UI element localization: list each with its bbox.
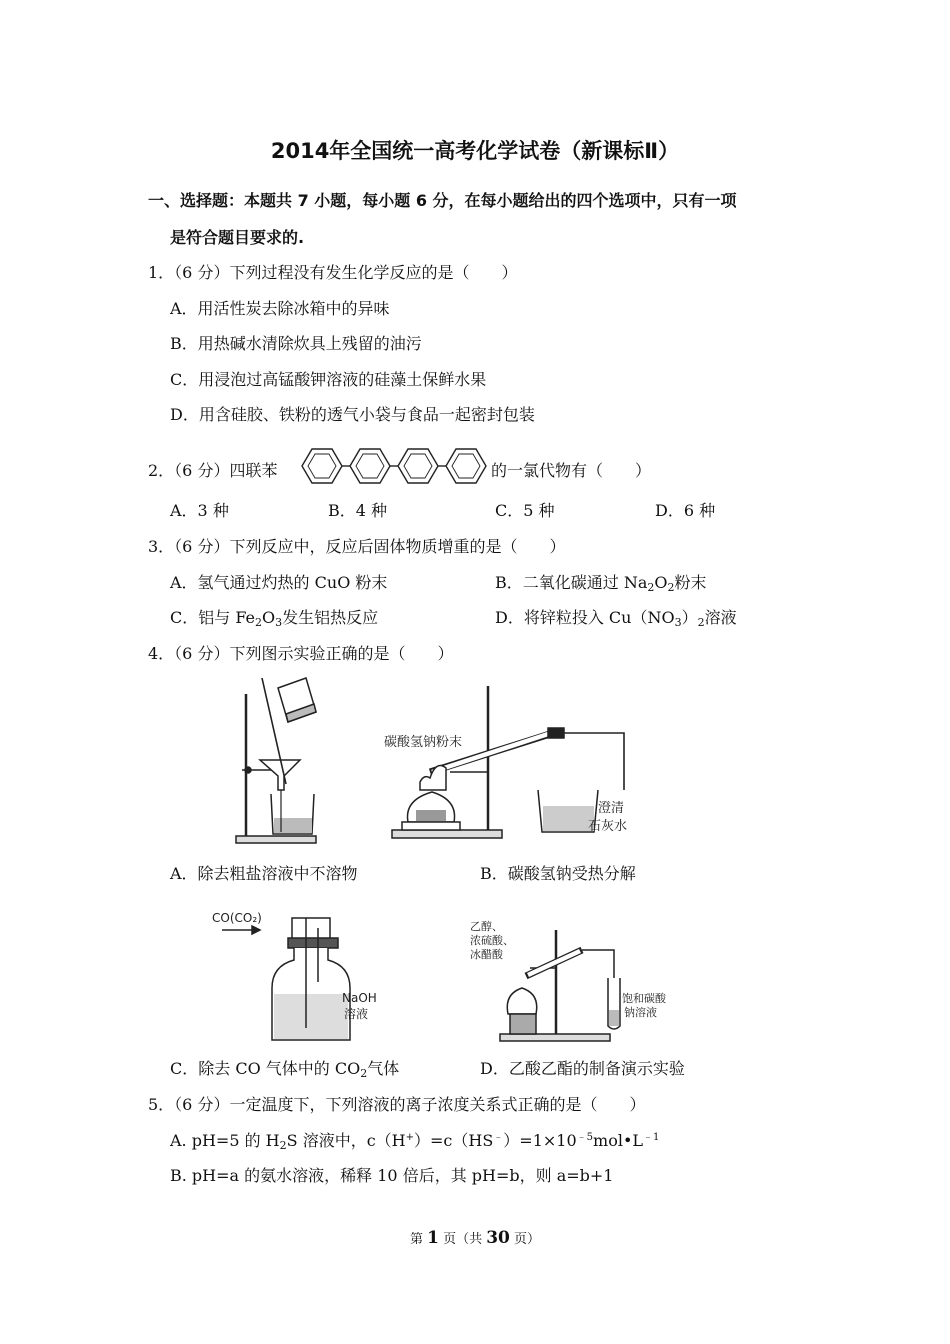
page-title: 2014年全国统一高考化学试卷（新课标Ⅱ） [270, 139, 680, 163]
question-4-option-a: A．除去粗盐溶液中不溶物 [170, 864, 358, 883]
label-clear: 澄清 [598, 801, 625, 816]
figure-a-filtration [228, 672, 328, 846]
question-3-option-c: C．铝与 $Fe_2O_3$发生铝热反应 [170, 608, 379, 629]
section-heading-line2: 是符合题目要求的. [170, 228, 305, 247]
label-saturated-carbonate: 饱和碳酸 [622, 992, 666, 1005]
question-1-option-a: A．用活性炭去除冰箱中的异味 [170, 299, 390, 318]
question-1-option-d: D．用含硅胶、铁粉的透气小袋与食品一起密封包装 [170, 405, 535, 424]
benzene-ring-3 [398, 449, 438, 483]
question-2-option-a: A．3 种 [170, 501, 229, 520]
label-nahco3-powder: 碳酸氢钠粉末 [384, 735, 463, 750]
figure-d-ethyl-acetate [470, 914, 680, 1044]
page-number: 1 [427, 1228, 439, 1248]
question-2-stem-post: 的一氯代物有（ ） [491, 461, 652, 480]
figure-c-gas-washing [210, 908, 377, 1044]
benzene-ring-1 [302, 449, 342, 483]
label-co-co2: CO(CO₂) [212, 911, 262, 925]
question-3-option-a: A．氢气通过灼热的 CuO 粉末 [170, 573, 388, 592]
label-conc-sulfuric: 浓硫酸、 [470, 934, 514, 947]
figure-b-nahco3-decomposition [380, 672, 650, 846]
question-2-stem-pre: 2．（6 分）四联苯 [148, 461, 278, 480]
question-5-stem: 5．（6 分）一定温度下，下列溶液的离子浓度关系式正确的是（ ） [148, 1095, 646, 1114]
benzene-ring-2 [350, 449, 390, 483]
question-3-option-b: B．二氧化碳通过 $Na_2O_2$粉末 [495, 573, 707, 594]
question-1-stem: 1．（6 分）下列过程没有发生化学反应的是（ ） [148, 263, 518, 282]
question-2-option-d: D．6 种 [655, 501, 716, 520]
page-footer: 第 1 页（共 30 页） [409, 1228, 541, 1248]
label-sodium-solution: 钠溶液 [624, 1006, 657, 1019]
question-4-stem: 4．（6 分）下列图示实验正确的是（ ） [148, 644, 454, 663]
benzene-ring-4 [446, 449, 486, 483]
label-limewater: 石灰水 [588, 819, 628, 834]
quaterphenyl-structure [298, 443, 490, 489]
label-glacial-acetic: 冰醋酸 [470, 948, 503, 961]
label-solution: 溶液 [344, 1007, 369, 1021]
label-ethanol: 乙醇、 [470, 920, 503, 933]
question-1-option-c: C．用浸泡过高锰酸钾溶液的硅藻土保鲜水果 [170, 370, 487, 389]
question-3-stem: 3．（6 分）下列反应中，反应后固体物质增重的是（ ） [148, 537, 566, 556]
question-1-option-b: B．用热碱水清除炊具上残留的油污 [170, 334, 422, 353]
question-5-option-b: B. pH=a 的氨水溶液，稀释 10 倍后，其 pH=b，则 a=b+1 [170, 1166, 614, 1185]
question-4-option-d: D．乙酸乙酯的制备演示实验 [480, 1059, 685, 1078]
question-5-option-a: A. pH=5 的 $H_2S$ 溶液中，$c(H^+)=c(HS^﹣)=1\times 10^{﹣5}mol•L^{﹣1}$ [170, 1131, 660, 1152]
question-2-option-c: C．5 种 [495, 501, 555, 520]
question-4-option-b: B．碳酸氢钠受热分解 [480, 864, 636, 883]
question-4-option-c: C．除去 CO 气体中的 $CO_2$气体 [170, 1059, 400, 1080]
section-heading-line1: 一、选择题：本题共 7 小题，每小题 6 分，在每小题给出的四个选项中，只有一项 [148, 191, 737, 210]
question-2-option-b: B．4 种 [328, 501, 388, 520]
total-pages: 30 [486, 1228, 510, 1248]
question-3-option-d: D．将锌粒投入 $Cu(NO_3)_2$溶液 [495, 608, 737, 629]
label-naoh: NaOH [342, 991, 377, 1005]
